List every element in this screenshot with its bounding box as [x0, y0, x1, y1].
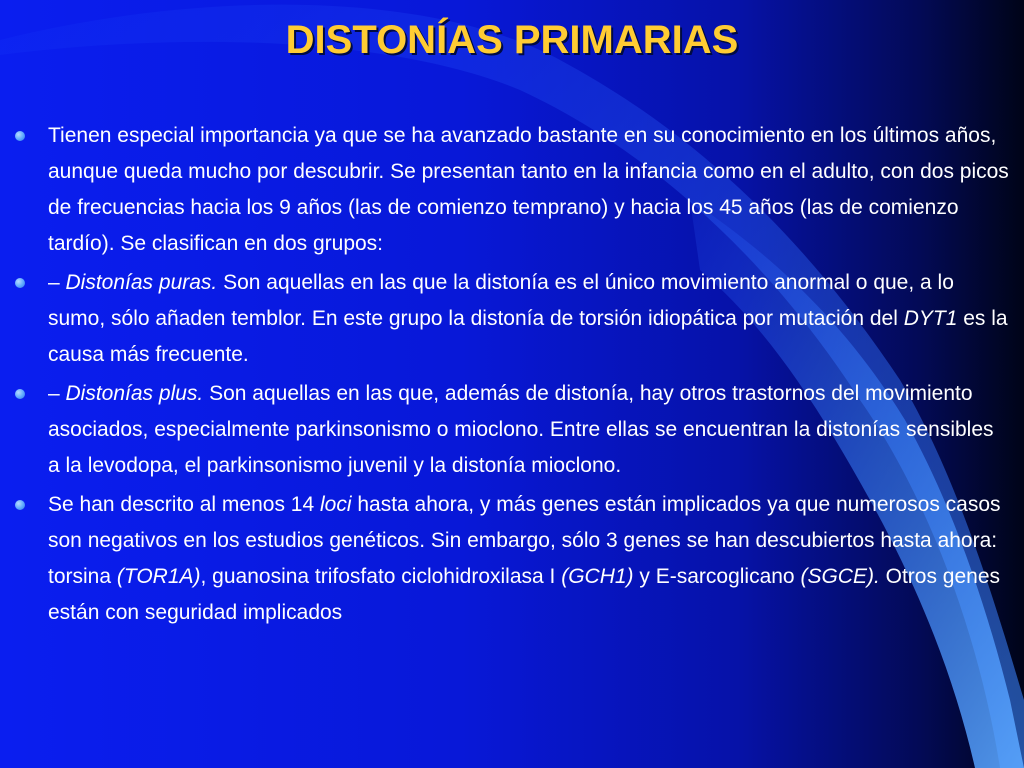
bullet-text-part: , guanosina trifosfato ciclohidroxilasa I [200, 565, 562, 588]
bullet-text: Tienen especial importancia ya que se ha avanzado bastante en su conocimiento en los últimos años, aunque queda mucho por descubrir. Se presentan tanto en la infancia como en el adulto, con dos picos de frecuencias hacia los 9 años (las de comienzo temprano) y hacia los 45 años (las de comienzo tardío). Se clasifican en dos grupos: [48, 124, 1009, 255]
bullet-dot-icon [15, 131, 25, 141]
gene-sgce: (SGCE). [800, 565, 880, 588]
bullet-text-part: Son aquellas en las que la distonía es el único movimiento anormal o que, a lo sumo, sólo añaden temblor. En este grupo la distonía de torsión idiopática por mutación del [48, 271, 954, 330]
gene-tor1a: (TOR1A) [116, 565, 201, 588]
term-distonias-plus: Distonías plus. [65, 382, 204, 405]
bullet-text-part: Son aquellas en las que, además de distonía, hay otros trastornos del movimiento asociados, especialmente parkinsonismo o mioclono. Entre ellas se encuentran la distonías sensibles a la levodopa, el parkinsonismo juvenil y la distonía mioclono. [48, 382, 994, 477]
bullet-dot-icon [15, 389, 25, 399]
slide-title: DISTONÍAS PRIMARIAS [285, 18, 739, 62]
bullet-dot-icon [15, 500, 25, 510]
term-loci: loci [320, 493, 352, 516]
term-distonias-puras: Distonías puras. [65, 271, 218, 294]
bullet-text-part: y E-sarcoglicano [633, 565, 801, 588]
bullet-item-distonias-plus [0, 376, 1024, 484]
gene-gch1: (GCH1) [561, 565, 634, 588]
bullet-text-part: Se han descrito al menos 14 [48, 493, 320, 516]
bullet-item-distonias-puras [0, 265, 1024, 373]
bullet-text-part: es la causa más frecuente. [48, 307, 1008, 366]
bullet-item-intro [0, 118, 1024, 262]
bullet-prefix: – [48, 382, 66, 405]
bullet-text-part: Otros genes están con seguridad implicados [48, 565, 1001, 624]
bullet-item-genes [0, 487, 1024, 631]
gene-dyt1: DYT1 [903, 307, 958, 330]
bullet-list [0, 118, 1024, 634]
bullet-dot-icon [15, 278, 25, 288]
bullet-text-part: hasta ahora, y más genes están implicados ya que numerosos casos son negativos en los estudios genéticos. Sin embargo, sólo 3 genes se han descubiertos hasta ahora: torsina [48, 493, 1001, 588]
bullet-prefix: – [48, 271, 66, 294]
